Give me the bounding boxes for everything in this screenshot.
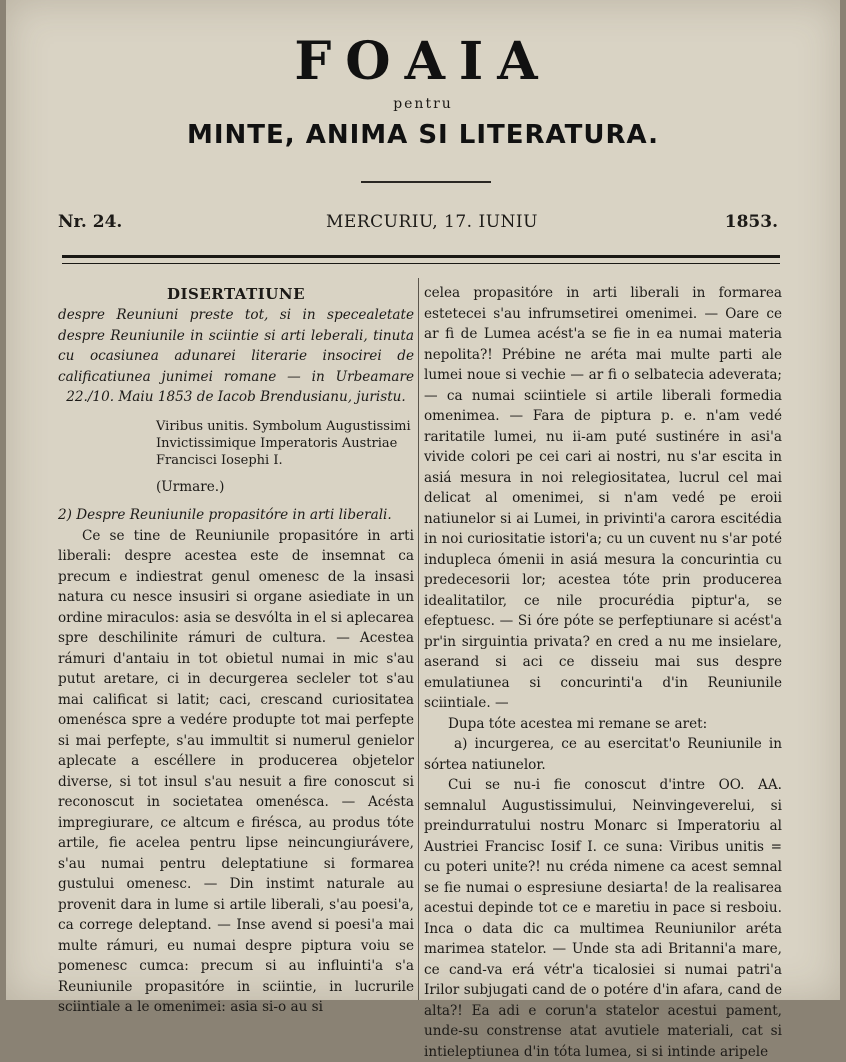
issue-number: Nr. 24. [58, 212, 123, 232]
left-body-text: Ce se tine de Reuniunile propasitóre in arti liberali: despre acestea este de insemnat ca precum e indiestrat genul omenesc de la insasi natura cu nesce insusiri si organe asiediate in un ordine miraculos: asia se desvólta in el si aplecarea spre deschilinite rámuri de cultura. — Acestea rámuri d'antaiu in tot obietul numai in mic s'au putut aretare, ci in decurgerea secleler tot s'au mai calificat si latit; caci, crescand curiositatea omenésca spre a vedére produpte tot mai perfepte si mai perfepte, s'au immultit si numerul genielor aplecate a escéllere in producerea objetelor diverse, si tot insul s'au nesuit a fire conoscut si reconoscut in societatea omenésca. — Acésta impregiurare, ce altcum e firésca, au produs tóte artile, fie acelea pentru lipse neincungiurávere, s'au numai pentru deleptatiune si formarea gustului omenesc. — Din instimt naturale au provenit dara in lume si artile liberali, s'au poesi'a, ca correge deleptand. — Inse avend si poesi'a mai multe rámuri, eu numai despre piptura voiu se pomenesc cumca: precum si au influinti'a s'a Reuniunile propasitóre in sciintie, in lucrurile sciintiale a le omenimei: asia si-o au si [58, 527, 414, 1015]
title-connector: pentru [393, 96, 453, 112]
issue-date: MERCURIU, 17. IUNIU [326, 212, 538, 232]
article-subtitle: despre Reuniuni preste tot, si in specealetate despre Reuniunile in sciintie si arti leberali, tinuta cu ocasiunea adunarei literarie insocirei de calificatiunea junimei romane — in Urbeamare 22./10. Maiu 1853 de Iacob Brendusianu, juristu. [58, 307, 414, 405]
right-body-text-2: Cui se nu-i fie conoscut d'intre OO. AA. semnalul Augustissimului, Neinvingeverelui, si preindurratului nostru Monarc si Imperatoriu al Austriei Francisc Iosif I. ce suna: Viribus unitis = cu poteri unite?! nu créda nimene ca acest semnal se fie numai o espresiune desiarta! de la realisarea acestui depinde tot ce e maretiu in pace si resboiu. Inca o data dic ca multimea Reuniunilor aréta marimea statelor. — Unde sta adi Britanni'a mare, ce cand-va erá vétr'a ticalosiei si numai patri'a Irilor subjugati cand de o potére d'in afara, cand de alta?! Ea adi e corun'a statelor acestui pament, unde-su constrense atat avutiele materiali, cat si intieleptiunea d'in tóta lumea, si si intinde aripele [424, 777, 782, 1060]
right-column [424, 283, 782, 1062]
article-motto: Viribus unitis. Symbolum Augustissimi Invictissimique Imperatoris Austriae Francisci Iosephi I. [156, 418, 411, 468]
right-item-a: a) incurgerea, ce au esercitat'o Reuniunile in sórtea natiunelor. [424, 736, 782, 773]
right-intro: Dupa tóte acestea mi remane se aret: [448, 715, 708, 732]
newspaper-page [6, 0, 840, 1060]
column-divider [418, 278, 419, 1000]
issue-year: 1853. [724, 212, 778, 232]
issue-line [58, 212, 778, 236]
section-heading: 2) Despre Reuniunile propasitóre in arti liberali. [58, 507, 392, 523]
header-double-rule [62, 255, 780, 264]
article-title: DISERTATIUNE [166, 285, 306, 303]
left-column [58, 283, 414, 1018]
right-body-text-1: celea propasitóre in arti liberali in formarea estetecei s'au infrumsetirei omenimei. — Oare ce ar fi de Lumea acést'a se fie in ea numai materia nepolita?! Prébine ne aréta mai multe parti ale lumei noue si vechie — ar fi o selbatecia adeverata; — ca numai sciintiele si artile liberali formedia omenimea. — Fara de piptura p. e. n'am vedé raritatile lumei, nu ii-am puté sustinére in asi'a vivide colori pe cei cari ai nostri, nu s'ar escita in asiá mesura in noi relegiositatea, lucrul cel mai delicat al omenimei, si n'am vedé pe eroii natiunelor si ai Lumei, in privinti'a carora escitédia in noi curiositatie istori'a; cu un cuvent nu s'ar poté indupleca ómenii in asiá mesura la concurintia cu predecesorii lor; acestea tóte prin producerea idealitatilor, ce nile procurédia piptur'a, se efeptuesc. — Si óre póte se perfeptiunare si acést'a pr'in sirguintia privata? en cred a nu me insielare, aserand si aci ce disseiu mai sus despre emulatiunea si concurinti'a d'in Reuniunile sciintiale. — [424, 285, 782, 711]
masthead-rule [361, 181, 491, 183]
newspaper-subtitle: MINTE, ANIMA SI LITERATURA. [187, 120, 659, 150]
newspaper-title: FOAIA [294, 31, 552, 92]
masthead [6, 31, 840, 150]
continued-note: (Urmare.) [156, 478, 225, 495]
